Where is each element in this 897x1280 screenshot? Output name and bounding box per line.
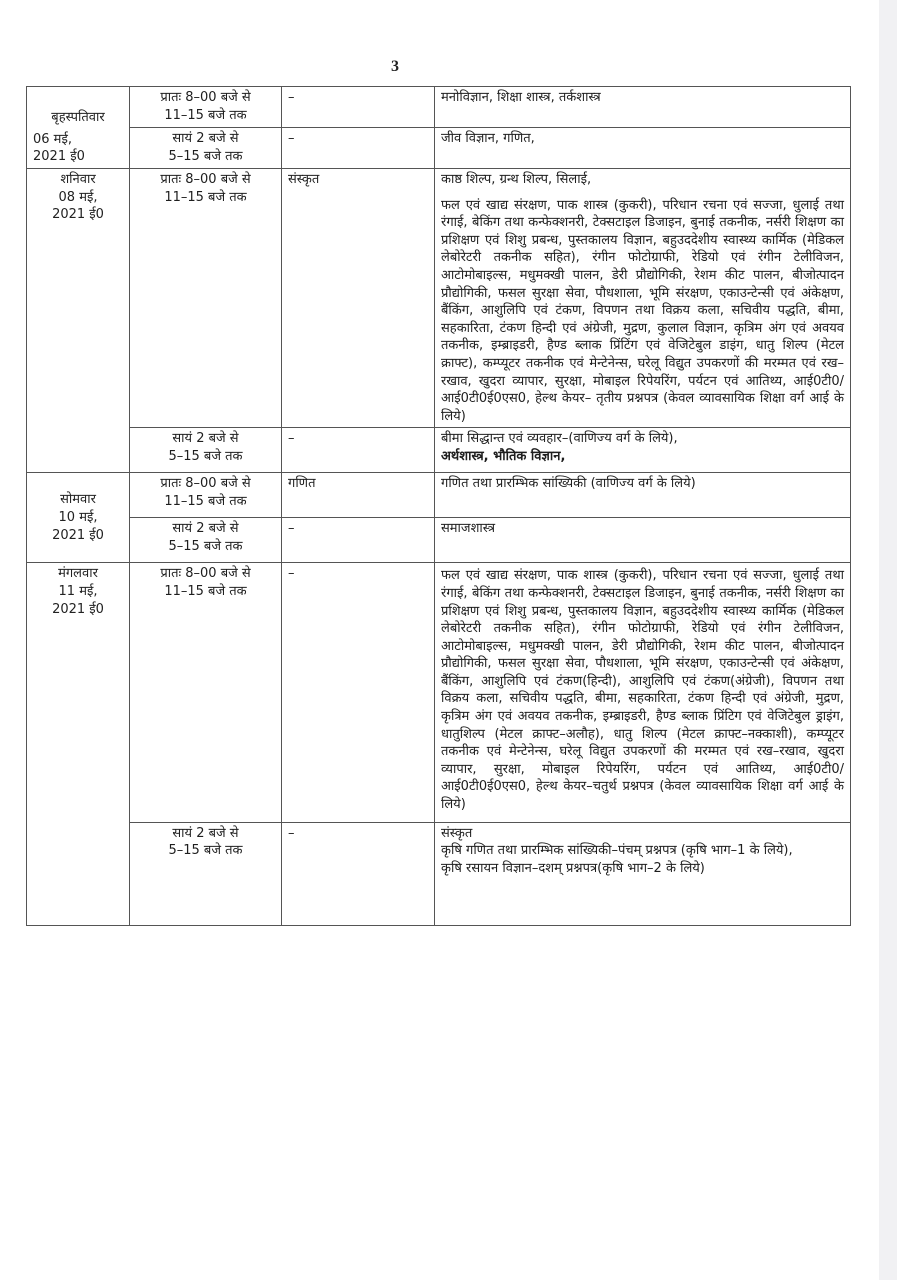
subject-a-cell: गणित — [282, 473, 435, 518]
table-row — [27, 822, 851, 925]
subject-b-cell: जीव विज्ञान, गणित, — [435, 128, 851, 169]
subject-b-cell — [435, 169, 851, 428]
subject-a-cell: – — [282, 518, 435, 563]
subject-b-cell — [435, 428, 851, 473]
time-end: 5–15 बजे तक — [168, 448, 243, 464]
table-row — [27, 128, 851, 169]
day-cell — [27, 169, 130, 473]
time-cell — [130, 428, 282, 473]
subject-b-cell: गणित तथा प्रारम्भिक सांख्यिकी (वाणिज्य वर्ग के लिये) — [435, 473, 851, 518]
time-end: 11–15 बजे तक — [164, 583, 247, 599]
table-row — [27, 87, 851, 128]
day-name: मंगलवार — [58, 566, 98, 582]
day-year: 2021 ई0 — [33, 149, 85, 165]
time-start: सायं 2 बजे से — [172, 131, 239, 146]
day-date: 06 मई, — [33, 131, 72, 147]
day-cell — [27, 473, 130, 563]
time-start: सायं 2 बजे से — [172, 825, 239, 841]
page-number: 3 — [391, 58, 399, 75]
time-cell — [130, 563, 282, 822]
table-row — [27, 518, 851, 563]
day-date: 08 मई, — [58, 189, 98, 205]
day-name: सोमवार — [60, 492, 96, 508]
time-start: प्रातः 8–00 बजे से — [160, 90, 251, 105]
table-row — [27, 428, 851, 473]
subject-list-line: कृषि गणित तथा प्रारम्भिक सांख्यिकी–पंचम् प्रश्नपत्र (कृषि भाग–1 के लिये), — [441, 843, 793, 859]
time-cell — [130, 473, 282, 518]
table-row — [27, 473, 851, 518]
time-start: सायं 2 बजे से — [172, 431, 239, 447]
table-row — [27, 563, 851, 822]
day-cell — [27, 87, 130, 169]
day-year: 2021 ई0 — [52, 527, 104, 543]
time-end: 11–15 बजे तक — [164, 107, 247, 123]
time-start: सायं 2 बजे से — [172, 521, 239, 537]
time-cell — [130, 822, 282, 925]
day-date: 11 मई, — [58, 583, 98, 599]
subject-b-cell — [435, 822, 851, 925]
subject-list-line: कृषि रसायन विज्ञान–दशम् प्रश्नपत्र(कृषि भाग–2 के लिये) — [441, 860, 705, 876]
time-cell — [130, 87, 282, 128]
time-end: 11–15 बजे तक — [164, 189, 247, 205]
subject-list-line: काष्ठ शिल्प, ग्रन्थ शिल्प, सिलाई, — [441, 172, 592, 187]
subject-a-cell: – — [282, 822, 435, 925]
subject-a-cell: – — [282, 428, 435, 473]
subject-list-line: बीमा सिद्धान्त एवं व्यवहार–(वाणिज्य वर्ग के लिये), — [441, 431, 678, 447]
time-end: 5–15 बजे तक — [168, 148, 243, 164]
time-start: प्रातः 8–00 बजे से — [160, 476, 251, 492]
time-cell — [130, 128, 282, 169]
subject-a-cell: – — [282, 87, 435, 128]
time-end: 11–15 बजे तक — [164, 493, 247, 509]
subject-b-cell: फल एवं खाद्य संरक्षण, पाक शास्त्र (कुकरी), परिधान रचना एवं सज्जा, धुलाई तथा रंगाई, बेकिंग तथा कन्फेक्शनरी, टेक्सटाइल डिजाइन, बुनाई तकनीक, नर्सरी शिक्षण का प्रशिक्षण एवं शिशु प्रबन्ध, पुस्तकालय विज्ञान, बहुउददेशीय स्वास्थ्य कार्मिक (मेडिकल लेबोरेटरी तकनीक सहित), रंगीन फोटोग्राफी, रेडियो एवं रंगीन टेलीविजन, आटोमोबाइल्स, मधुमक्खी पालन, डेरी प्रौद्योगिकी, रेशम कीट पालन, बीजोत्पादन प्रौद्योगिकी, फसल सुरक्षा सेवा, पौधशाला, भूमि संरक्षण, एकाउन्टेन्सी एवं अंकेक्षण, बैंकिंग, आशुलिपि एवं टंकण(हिन्दी), आशुलिपि एवं टंकण(अंग्रेजी), विपणन तथा विक्रय कला, सचिवीय पद्धति, बीमा, सहकारिता, टंकण हिन्दी एवं अंग्रेजी, मुद्रण, कृत्रिम अंग एवं अवयव तकनीक, इम्ब्राइडरी, हैण्ड ब्लाक प्रिंटिग एवं वेजिटेबुल ड्राइंग, धातुशिल्प (मेटल क्राफ्ट–अलौह), धातु शिल्प (मेटल क्राफ्ट–नक्काशी), कम्प्यूटर तकनीक एवं मेन्टेनेन्स, घरेलू विद्युत उपकरणों की मरम्मत एवं रख–रखाव, खुदरा व्यापार, सुरक्षा, मोबाइल रिपेयरिंग, पर्यटन एवं आतिथ्य, आई0टी0/ आई0टी0ई0एस0, हेल्थ केयर–चतुर्थ प्रश्नपत्र (केवल व्यावसायिक शिक्षा वर्ग आई के लिये) — [435, 563, 851, 822]
day-name: शनिवार — [60, 172, 96, 187]
time-start: प्रातः 8–00 बजे से — [160, 172, 251, 187]
subject-a-cell: – — [282, 563, 435, 822]
page-margin-strip — [879, 0, 897, 1280]
time-start: प्रातः 8–00 बजे से — [160, 566, 251, 582]
subject-a-cell: संस्कृत — [282, 169, 435, 428]
day-date: 10 मई, — [58, 510, 98, 526]
time-end: 5–15 बजे तक — [168, 843, 243, 859]
subject-b-cell: मनोविज्ञान, शिक्षा शास्त्र, तर्कशास्त्र — [435, 87, 851, 128]
subject-list-paragraph: फल एवं खाद्य संरक्षण, पाक शास्त्र (कुकरी), परिधान रचना एवं सज्जा, धुलाई तथा रंगाई, बेकिंग तथा कन्फेक्शनरी, टेक्सटाइल डिजाइन, बुनाई तकनीक, नर्सरी शिक्षण का प्रशिक्षण एवं शिशु प्रबन्ध, पुस्तकालय विज्ञान, बहुउददेशीय स्वास्थ्य कार्मिक (मेडिकल लेबोरेटरी तकनीक सहित), रंगीन फोटोग्राफी, रेडियो एवं रंगीन टेलीविजन, आटोमोबाइल्स, मधुमक्खी पालन, डेरी प्रौद्योगिकी, रेशम कीट पालन, बीजोत्पादन प्रौद्योगिकी, फसल सुरक्षा सेवा, पौधशाला, भूमि संरक्षण, एकाउन्टेन्सी एवं अंकेक्षण, बैंकिंग, आशुलिपि एवं टंकण, विपणन तथा विक्रय कला, सचिवीय पद्धति, बीमा, सहकारिता, टंकण हिन्दी एवं अंग्रेजी, मुद्रण, कुलाल विज्ञान, कृत्रिम अंग एवं अवयव तकनीक, इम्ब्राइडरी, हैण्ड ब्लाक प्रिंटिंग एवं वेजिटेबुल डाइंग, धातु शिल्प (मेटल क्राफ्ट), कम्प्यूटर तकनीक एवं मेन्टेनेन्स, घरेलू विद्युत उपकरणों की मरम्मत एवं रख–रखाव, खुदरा व्यापार, सुरक्षा, मोबाइल रिपेयरिंग, पर्यटन एवं आतिथ्य, आई0टी0/आई0टी0ई0एस0, हेल्थ केयर– तृतीय प्रश्नपत्र (केवल व्यावसायिक शिक्षा वर्ग आई के लिये) — [441, 197, 844, 424]
time-cell — [130, 169, 282, 428]
subject-list-line: संस्कृत — [441, 825, 473, 841]
subject-list-line: अर्थशास्त्र, भौतिक विज्ञान, — [441, 448, 566, 464]
table-row — [27, 169, 851, 428]
time-cell — [130, 518, 282, 563]
day-year: 2021 ई0 — [52, 207, 104, 223]
time-end: 5–15 बजे तक — [168, 538, 243, 554]
exam-schedule-table — [26, 86, 851, 926]
subject-a-cell: – — [282, 128, 435, 169]
day-cell — [27, 563, 130, 925]
day-year: 2021 ई0 — [52, 601, 104, 617]
day-name: बृहस्पतिवार — [51, 110, 105, 126]
subject-b-cell: समाजशास्त्र — [435, 518, 851, 563]
